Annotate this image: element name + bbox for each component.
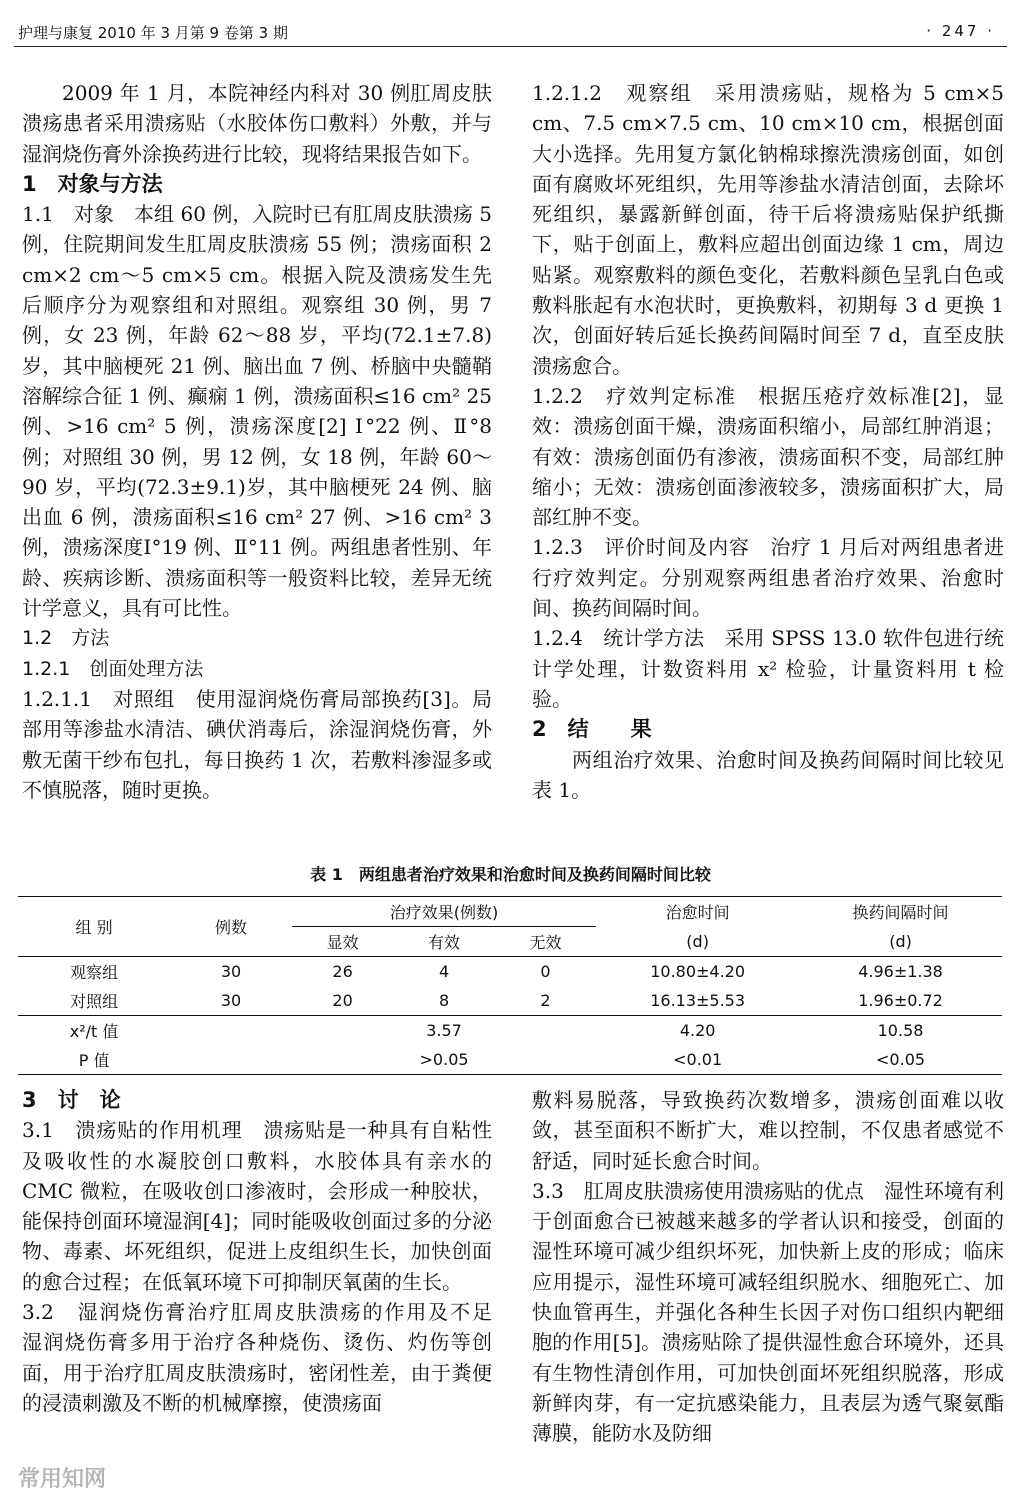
section-1-2-heading: 1.2 方法 (22, 627, 110, 650)
section-3-3: 3.3 肛周皮肤溃疡使用溃疡贴的优点 湿性环境有利于创面愈合已被越来越多的学者认识和接受，创面的湿性环境可减少组织坏死，加快新上皮的形成；临床应用提示，湿性环境可减轻组织脱水、细胞死亡、加快血管再生，并强化各种生长因子对伤口组织内靶细胞的作用[5]。溃疡贴除了提供湿性愈合环境外，还具有生物性清创作用，可加快创面坏死组织脱落，形成新鲜肉芽，有一定抗感染能力，且表层为透气聚氨酯薄膜，能防水及防细 (532, 1178, 1004, 1446)
table-caption: 表 1 两组患者治疗效果和治愈时间及换药间隔时间比较 (310, 865, 711, 884)
section-2-text: 两组治疗效果、治愈时间及换药间隔时间比较见表 1。 (532, 747, 1004, 802)
section-2-heading: 2 结 果 (532, 717, 652, 742)
intro-paragraph: 2009 年 1 月，本院神经内科对 30 例肛周皮肤溃疡患者采用溃疡贴（水胶体伤口敷料）外敷，并与湿润烧伤膏外涂换药进行比较，现将结果报告如下。 (22, 81, 492, 166)
bottom-right-column (532, 1085, 1004, 1449)
cell-cases: 30 (170, 986, 292, 1016)
section-1-1: 1.1 对象 本组 60 例，入院时已有肛周皮肤溃疡 5 例，住院期间发生肛周皮肤溃疡 55 例；溃疡面积 2 cm×2 cm～5 cm×5 cm。根据入院及溃疡发生先后顺序分为观察组和对照组。观察组 30 例，男 7 例，女 23 例，年龄 62～88 岁，平均(72.1±7.8)岁，其中脑梗死 21 例、脑出血 7 例、桥脑中央髓鞘溶解综合征 1 例、癫痫 1 例，溃疡面积≤16 cm² 25 例、>16 cm² 5 例，溃疡深度[2] Ⅰ°22 例、Ⅱ°8 例；对照组 30 例，男 12 例，女 18 例，年龄 60～90 岁，平均(72.3±9.1)岁，其中脑梗死 24 例、脑出血 6 例，溃疡面积≤16 cm² 27 例、>16 cm² 3 例，溃疡深度Ⅰ°19 例、Ⅱ°11 例。两组患者性别、年龄、疾病诊断、溃疡面积等一般资料比较，差异无统计学意义，具有可比性。 (22, 202, 492, 621)
cell-stat-label: x²/t 值 (69, 1022, 119, 1041)
section-3-2: 3.2 湿润烧伤膏治疗肛周皮肤溃疡的作用及不足 湿润烧伤膏多用于治疗各种烧伤、烫伤、灼伤等创面，用于治疗肛周皮肤溃疡时，密闭性差，由于粪便的浸渍刺激及不断的机械摩擦，使溃疡面 (22, 1300, 512, 1415)
section-1-2-4: 1.2.4 统计学方法 采用 SPSS 13.0 软件包进行统计学处理，计数资料用 x² 检验，计量资料用 t 检验。 (532, 626, 1004, 711)
table-row-p (18, 1045, 1002, 1075)
cell-group: 观察组 (70, 963, 119, 982)
journal-header: 护理与康复 2010 年 3 月第 9 卷第 3 期 (18, 24, 288, 42)
cell-eff: 8 (393, 986, 494, 1016)
left-column (22, 78, 492, 805)
section-3-2-continued: 敷料易脱落，导致换药次数增多，溃疡创面难以收敛，甚至面积不断扩大，难以控制，不仅患者感觉不舒适，同时延长愈合时间。 (532, 1088, 1004, 1173)
cell-cases: 30 (220, 962, 242, 981)
table-row (18, 986, 1002, 1016)
table-row (18, 957, 1002, 987)
th-cases: 例数 (170, 897, 292, 957)
results-table (18, 896, 1002, 1075)
th-effect: 治疗效果(例数) (292, 897, 596, 927)
table-row-stat (18, 1016, 1002, 1046)
cell-p-heal: <0.01 (596, 1045, 799, 1075)
cell-p-interval: <0.05 (799, 1045, 1002, 1075)
cell-sig: 26 (332, 962, 353, 981)
section-1-2-2: 1.2.2 疗效判定标准 根据压疮疗效标准[2]，显效：溃疡创面干燥，溃疡面积缩小，局部红肿消退；有效：溃疡创面仍有渗液，溃疡面积不变，局部红肿缩小；无效：溃疡创面渗液较多，溃疡面积扩大，局部红肿不变。 (532, 383, 1004, 530)
page-number: · 247 · (926, 22, 995, 40)
cell-heal: 16.13±5.53 (596, 986, 799, 1016)
cell-stat-heal: 4.20 (679, 1021, 716, 1040)
section-3-1: 3.1 溃疡贴的作用机理 溃疡贴是一种具有自粘性及吸收性的水凝胶创口敷料，水胶体具有亲水的 CMC 微粒，在吸收创口渗液时，会形成一种胶状，能保持创面环境湿润[4]；同时能吸收创面过多的分泌物、毒素、坏死组织，促进上皮组织生长，加快创面的愈合过程；在低氧环境下可抑制厌氧菌的生长。 (22, 1118, 492, 1294)
th-none: 无效 (495, 927, 596, 957)
cell-interval: 1.96±0.72 (799, 986, 1002, 1016)
cell-heal: 10.80±4.20 (650, 962, 746, 981)
cell-none: 2 (495, 986, 596, 1016)
bottom-left-column (22, 1085, 512, 1418)
th-heal: 治愈时间 (596, 897, 799, 927)
cell-stat-effect: 3.57 (426, 1021, 462, 1040)
header-rule (14, 46, 1007, 47)
section-3-heading: 3 讨 论 (22, 1088, 121, 1112)
cell-stat-interval: 10.58 (877, 1021, 924, 1040)
cell-group: 对照组 (18, 986, 170, 1016)
section-1-2-1-2: 1.2.1.2 观察组 采用溃疡贴，规格为 5 cm×5 cm、7.5 cm×7.5 cm、10 cm×10 cm，根据创面大小选择。先用复方氯化钠棉球擦洗溃疡创面，如创面有腐败坏死组织，先用等渗盐水清洁创面，去除坏死组织，暴露新鲜创面，待干后将溃疡贴保护纸撕下，贴于创面上，敷料应超出创面边缘 1 cm，周边贴紧。观察敷料的颜色变化，若敷料颜色呈乳白色或敷料胀起有水泡状时，更换敷料，初期每 3 d 更换 1 次，创面好转后延长换药间隔时间至 7 d，直至皮肤溃疡愈合。 (532, 81, 1004, 378)
cell-p-label: P 值 (18, 1045, 170, 1075)
section-1-2-1-heading: 1.2.1 创面处理方法 (22, 657, 204, 680)
th-sig: 显效 (292, 927, 393, 957)
cell-p-effect: >0.05 (292, 1045, 596, 1075)
th-interval: 换药间隔时间 (799, 897, 1002, 927)
watermark: 常用知网 (18, 1467, 107, 1492)
th-group: 组 别 (18, 897, 170, 957)
cell-eff: 4 (438, 962, 450, 981)
th-interval-unit: (d) (799, 927, 1002, 957)
right-column (532, 78, 1004, 805)
cell-none: 0 (540, 962, 551, 981)
th-eff: 有效 (393, 927, 494, 957)
th-heal-unit: (d) (596, 927, 799, 957)
section-1-2-3: 1.2.3 评价时间及内容 治疗 1 月后对两组患者进行疗效判定。分别观察两组患者治疗效果、治愈时间、换药间隔时间。 (532, 535, 1004, 621)
cell-interval: 4.96±1.38 (858, 962, 943, 981)
cell-sig: 20 (292, 986, 393, 1016)
section-1-heading: 1 对象与方法 (22, 171, 163, 196)
section-1-2-1-1: 1.2.1.1 对照组 使用湿润烧伤膏局部换药[3]。局部用等渗盐水清洁、碘伏消毒后，涂湿润烧伤膏，外敷无菌干纱布包扎，每日换药 1 次，若敷料渗湿多或不慎脱落，随时更换。 (22, 686, 492, 802)
